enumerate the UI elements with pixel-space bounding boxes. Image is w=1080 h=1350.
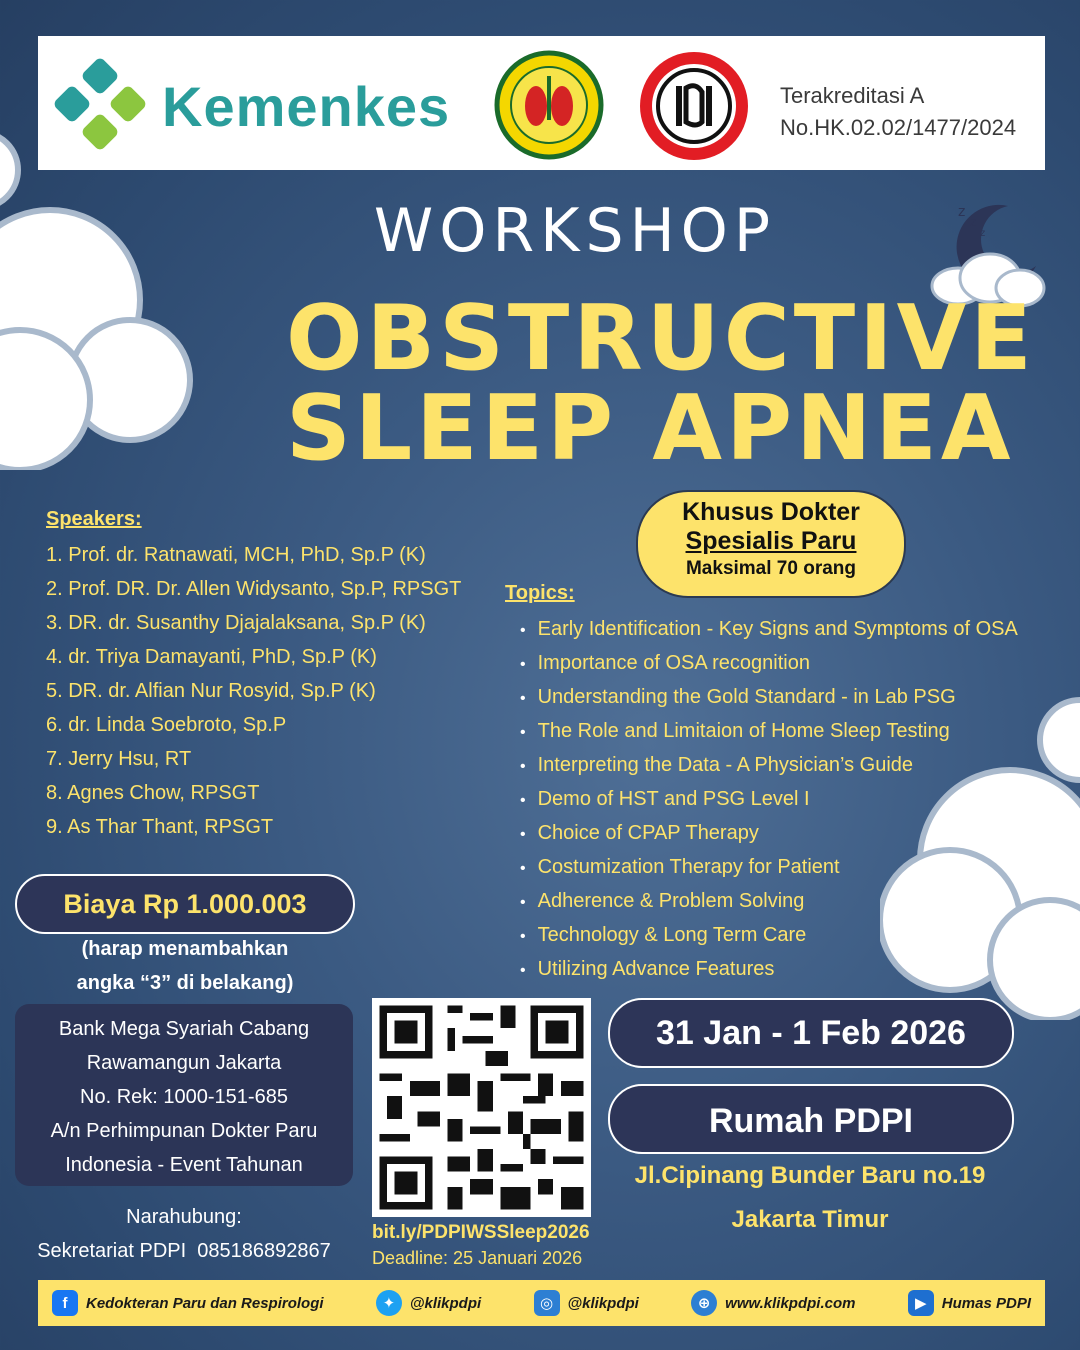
speaker-item: 5. DR. dr. Alfian Nur Rosyid, Sp.P (K) (46, 680, 376, 702)
address-line2: Jakarta Timur (731, 1206, 889, 1233)
svg-text:z: z (958, 204, 966, 220)
topic-item: • Importance of OSA recognition (520, 646, 1018, 680)
instagram-icon: ◎ (534, 1290, 560, 1316)
footer-twitter-label: @klikpdpi (409, 1294, 482, 1312)
footer-facebook[interactable] (52, 1290, 324, 1316)
contact-value: Sekretariat PDPI 085186892867 (37, 1240, 331, 1262)
registration-link[interactable]: bit.ly/PDPIWSSleep2026 (372, 1222, 590, 1243)
topics-list (520, 612, 1018, 986)
speaker-item: 9. As Thar Thant, RPSGT (46, 816, 274, 838)
address-line1: Jl.Cipinang Bunder Baru no.19 (634, 1162, 986, 1189)
youtube-icon: ▶ (908, 1290, 934, 1316)
topic-item: • Demo of HST and PSG Level I (520, 782, 1018, 816)
speakers-list (46, 538, 461, 844)
event-title-line1: OBSTRUCTIVE (286, 286, 1036, 391)
bank-line: Bank Mega Syariah Cabang (58, 1018, 310, 1040)
footer-facebook-label: Kedokteran Paru dan Respirologi (86, 1294, 324, 1312)
speaker-item: 2. Prof. DR. Dr. Allen Widysanto, Sp.P, RPSGT (46, 578, 462, 600)
bank-line: Indonesia - Event Tahunan (65, 1154, 303, 1176)
audience-capacity: Maksimal 70 orang (685, 558, 857, 579)
speaker-item: 1. Prof. dr. Ratnawati, MCH, PhD, Sp.P (K) (46, 544, 426, 566)
topic-item: • The Role and Limitaion of Home Sleep Testing (520, 714, 1018, 748)
speaker-item: 4. dr. Triya Damayanti, PhD, Sp.P (K) (46, 646, 377, 668)
topic-item: • Interpreting the Data - A Physician’s Guide (520, 748, 1018, 782)
speaker-item: 6. dr. Linda Soebroto, Sp.P (46, 714, 287, 736)
cloud-left-decoration (0, 130, 210, 470)
topic-item: • Technology & Long Term Care (520, 918, 1018, 952)
topic-item: • Choice of CPAP Therapy (520, 816, 1018, 850)
bank-details-box (15, 1004, 353, 1186)
speaker-item: 3. DR. dr. Susanthy Djajalaksana, Sp.P (K) (46, 612, 426, 634)
footer-instagram[interactable] (534, 1290, 639, 1316)
speakers-heading: Speakers: (46, 508, 142, 530)
audience-line2: Spesialis Paru (685, 527, 857, 555)
price-badge: Biaya Rp 1.000.003 (15, 874, 355, 934)
svg-text:z: z (980, 228, 986, 239)
audience-badge (636, 490, 906, 598)
idi-logo-icon (636, 48, 752, 164)
logo-bar (38, 36, 1045, 170)
globe-icon: ⊕ (691, 1290, 717, 1316)
topic-item: • Early Identification - Key Signs and Symptoms of OSA (520, 612, 1018, 646)
topic-item: • Utilizing Advance Features (520, 952, 1018, 986)
event-address (610, 1154, 1010, 1242)
bank-account-number: No. Rek: 1000-151-685 (80, 1086, 288, 1108)
event-kind: WORKSHOP (373, 196, 777, 266)
svg-text:z: z (970, 215, 977, 229)
price-note-line1: (harap menambahkan (81, 938, 289, 960)
footer-instagram-label: @klikpdpi (567, 1294, 639, 1312)
kemenkes-brand: Kemenkes (162, 75, 451, 138)
event-venue-badge: Rumah PDPI (608, 1084, 1014, 1154)
topic-item: • Understanding the Gold Standard - in Lab PSG (520, 680, 1018, 714)
facebook-icon: f (52, 1290, 78, 1316)
contact-info (15, 1200, 353, 1268)
bank-line: Rawamangun Jakarta (86, 1052, 282, 1074)
pdpi-logo-icon (494, 50, 604, 160)
footer-twitter[interactable] (376, 1290, 481, 1316)
contact-label: Narahubung: (126, 1206, 242, 1228)
topics-heading: Topics: (505, 582, 575, 604)
registration-qr-code[interactable] (372, 998, 591, 1217)
audience-line1: Khusus Dokter (682, 498, 860, 526)
event-title-line2: SLEEP APNEA (286, 376, 1015, 481)
registration-deadline: Deadline: 25 Januari 2026 (372, 1248, 583, 1268)
speaker-item: 8. Agnes Chow, RPSGT (46, 782, 260, 804)
bank-line: A/n Perhimpunan Dokter Paru (50, 1120, 318, 1142)
footer-website[interactable] (691, 1290, 855, 1316)
footer-website-label: www.klikpdpi.com (725, 1294, 856, 1312)
event-date-badge: 31 Jan - 1 Feb 2026 (608, 998, 1014, 1068)
topic-item: • Costumization Therapy for Patient (520, 850, 1018, 884)
twitter-icon: ✦ (376, 1290, 402, 1316)
footer-youtube[interactable] (908, 1290, 1031, 1316)
qr-code-icon (372, 998, 591, 1217)
social-footer (38, 1280, 1045, 1326)
accreditation-line1: Terakreditasi A (780, 83, 925, 108)
price-note (40, 932, 330, 1000)
topic-item: • Adherence & Problem Solving (520, 884, 1018, 918)
footer-youtube-label: Humas PDPI (941, 1294, 1031, 1312)
price-note-line2: angka “3” di belakang) (76, 972, 294, 994)
accreditation-text (780, 80, 1016, 144)
speaker-item: 7. Jerry Hsu, RT (46, 748, 192, 770)
accreditation-line2: No.HK.02.02/1477/2024 (780, 115, 1017, 140)
kemenkes-logo-icon (54, 58, 146, 150)
